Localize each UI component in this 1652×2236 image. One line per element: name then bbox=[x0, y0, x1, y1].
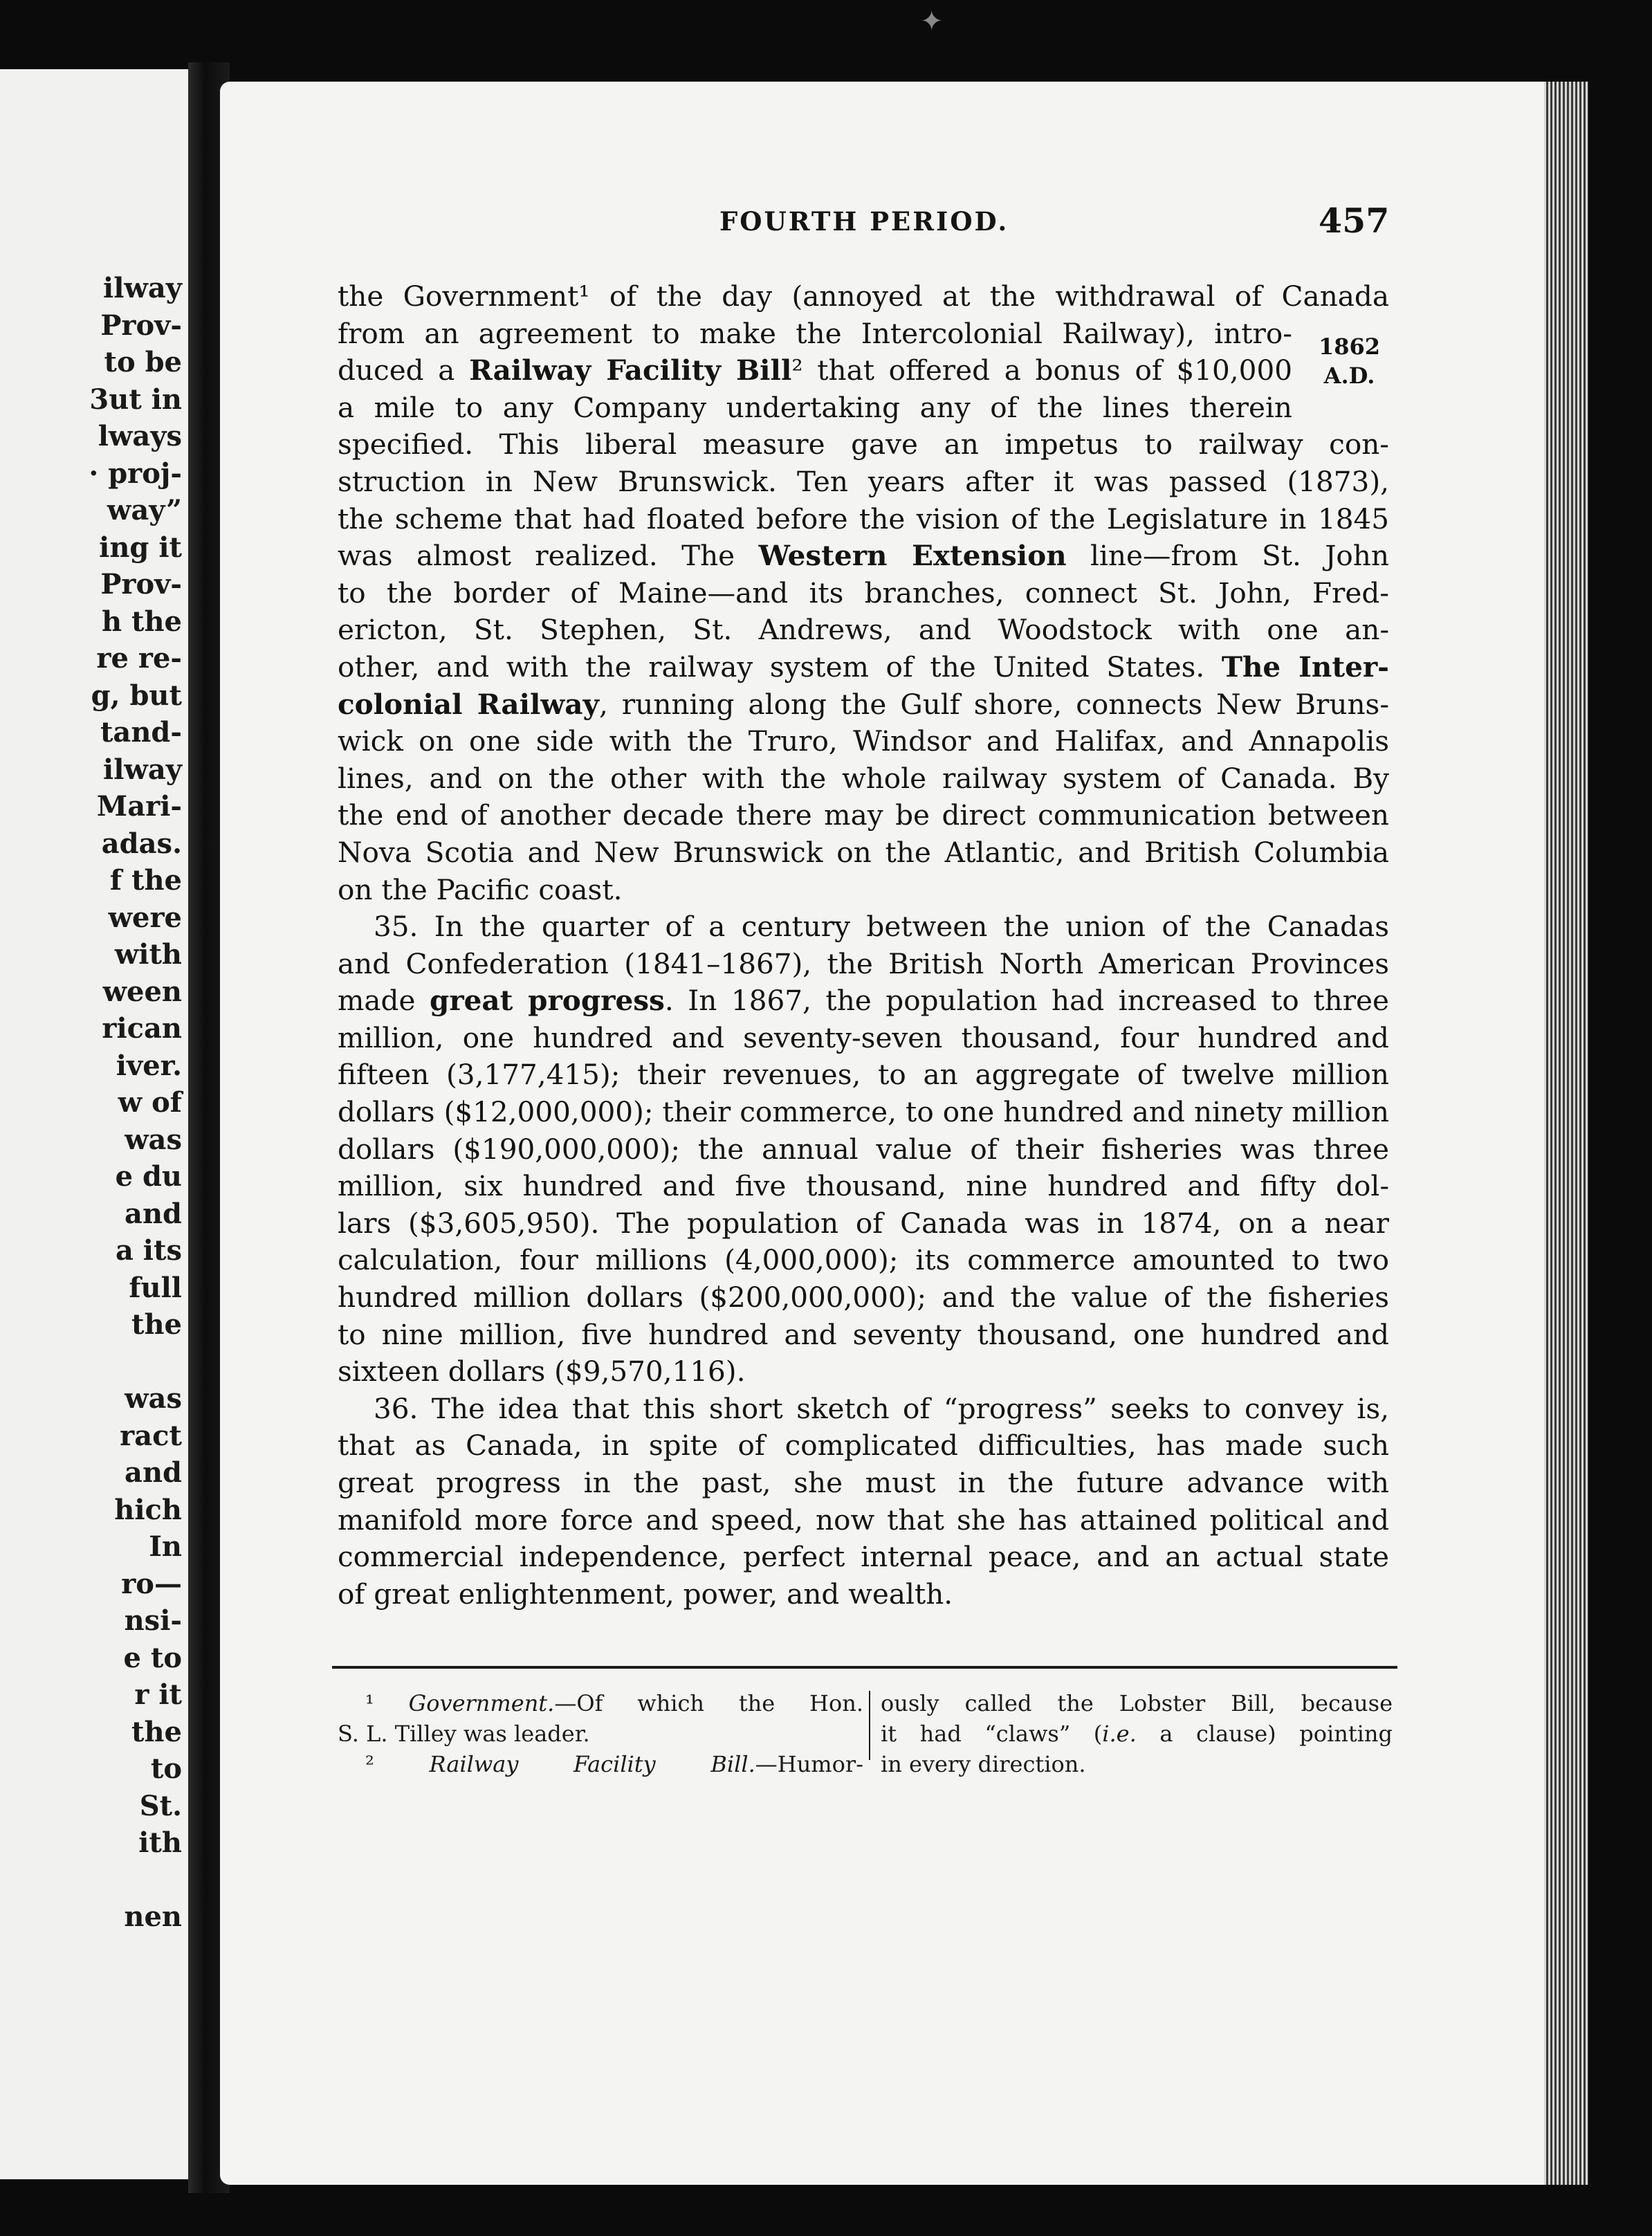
previous-page-fragment: full bbox=[129, 1271, 182, 1304]
previous-page-fragment: ween bbox=[102, 975, 182, 1008]
text-line: ericton, St. Stephen, St. Andrews, and Woodstock with one an- bbox=[338, 613, 1389, 647]
page-number: 457 bbox=[1319, 201, 1390, 241]
text-line: sixteen dollars ($9,570,116). bbox=[338, 1355, 746, 1389]
previous-page-fragment: hich bbox=[114, 1493, 182, 1526]
bold-term-intercolonial: The Inter- bbox=[1221, 650, 1389, 684]
previous-page-fragment: to bbox=[150, 1752, 182, 1785]
margin-year: 1862 bbox=[1319, 333, 1381, 360]
previous-page-fragment: and bbox=[125, 1456, 182, 1489]
text-line: that as Canada, in spite of complicated difficulties, has made such bbox=[338, 1429, 1389, 1463]
text-line: hundred million dollars ($200,000,000); and the value of the fisheries bbox=[338, 1281, 1389, 1314]
previous-page-fragment: was bbox=[125, 1382, 182, 1415]
previous-page-fragment: ilway bbox=[103, 272, 182, 304]
text-line: struction in New Brunswick. Ten years after it was passed (1873), bbox=[338, 464, 1389, 498]
previous-page-fragment: a its bbox=[115, 1234, 182, 1267]
previous-page-fragment: ro— bbox=[121, 1567, 182, 1600]
text-line: was almost realized. The Western Extension line—from St. John bbox=[338, 539, 1389, 573]
previous-page-fragment: · proj- bbox=[89, 457, 182, 490]
text-line: from an agreement to make the Intercolonial Railway), intro- bbox=[338, 316, 1292, 350]
footnote-column-right bbox=[881, 1688, 1393, 1779]
text-line: lars ($3,605,950). The population of Canada was in 1874, on a near bbox=[338, 1206, 1389, 1240]
text-line: Nova Scotia and New Brunswick on the Atlantic, and British Columbia bbox=[338, 835, 1389, 869]
previous-page-fragment: 3ut in bbox=[89, 383, 182, 416]
margin-era: A.D. bbox=[1323, 363, 1375, 389]
previous-page-fragment: ract bbox=[120, 1419, 182, 1452]
previous-page-fragment: nsi- bbox=[124, 1604, 182, 1637]
text-line: million, six hundred and five thousand, nine hundred and fifty dol- bbox=[338, 1169, 1389, 1203]
text-line: duced a Railway Facility Bill² that offered a bonus of $10,000 bbox=[338, 354, 1292, 387]
previous-page-line-fragments bbox=[89, 270, 182, 1936]
footnote-1-cont: S. L. Tilley was leader. bbox=[338, 1721, 590, 1747]
text-line: of great enlightenment, power, and wealth. bbox=[338, 1577, 953, 1611]
previous-page-fragment: rican bbox=[102, 1012, 182, 1045]
footnote-1: ¹ Government.—Of which the Hon. bbox=[365, 1690, 864, 1716]
body-text bbox=[338, 278, 1389, 1613]
bold-term-intercolonial-railway: colonial Railway bbox=[338, 687, 600, 721]
previous-page-fragment: ith bbox=[138, 1826, 182, 1859]
scan-speck: ✦ bbox=[920, 6, 944, 37]
previous-page-fragment: with bbox=[114, 938, 182, 971]
previous-page-fragment: to be bbox=[104, 346, 182, 378]
text-line: the end of another decade there may be direct communication between bbox=[338, 798, 1389, 832]
previous-page-fragment: h the bbox=[101, 605, 182, 638]
previous-page-fragment: way” bbox=[107, 494, 182, 526]
text-line: to nine million, five hundred and seventy thousand, one hundred and bbox=[338, 1317, 1389, 1351]
bold-term-western-extension: Western Extension bbox=[758, 539, 1067, 573]
previous-page-fragment bbox=[89, 1344, 182, 1381]
previous-page-fragment: nen bbox=[124, 1900, 182, 1933]
previous-page-fragment: In bbox=[149, 1530, 182, 1563]
previous-page-fragment: Prov- bbox=[100, 568, 182, 601]
text-line: dollars ($12,000,000); their commerce, to one hundred and ninety million bbox=[338, 1095, 1389, 1129]
previous-page-fragment: e du bbox=[115, 1160, 182, 1193]
text-line: made great progress. In 1867, the population had increased to three bbox=[338, 984, 1389, 1018]
previous-page-fragment: iver. bbox=[116, 1049, 182, 1082]
previous-page-fragment: ing it bbox=[99, 531, 182, 564]
previous-page-fragment: and bbox=[125, 1197, 182, 1230]
text-line: a mile to any Company undertaking any of the lines therein bbox=[338, 390, 1292, 424]
text-line: manifold more force and speed, now that she has attained political and bbox=[338, 1503, 1389, 1537]
previous-page-fragment: g, but bbox=[91, 679, 182, 712]
text-line: the Government¹ of the day (annoyed at the withdrawal of Canada bbox=[338, 280, 1389, 313]
text-line: dollars ($190,000,000); the annual value of their fisheries was three bbox=[338, 1132, 1389, 1166]
previous-page-fragment: were bbox=[108, 901, 182, 934]
text-line: the scheme that had floated before the vision of the Legislature in 1845 bbox=[338, 502, 1389, 535]
text-line: on the Pacific coast. bbox=[338, 872, 623, 906]
text-line: other, and with the railway system of the United States. The Inter- bbox=[338, 650, 1389, 684]
previous-page-fragment: Prov- bbox=[100, 309, 182, 342]
previous-page-fragment: tand- bbox=[100, 716, 182, 749]
footnote-rule bbox=[332, 1666, 1397, 1669]
previous-page-fragment: ilway bbox=[103, 753, 182, 786]
previous-page-fragment: Mari- bbox=[96, 790, 182, 823]
bold-term-railway-facility-bill: Railway Facility Bill bbox=[469, 354, 792, 387]
text-line: million, one hundred and seventy-seven thousand, four hundred and bbox=[338, 1020, 1389, 1054]
text-line: and Confederation (1841–1867), the British North American Provinces bbox=[338, 946, 1389, 980]
previous-page-fragment: re re- bbox=[96, 642, 182, 675]
text-line: commercial independence, perfect internal peace, and an actual state bbox=[338, 1540, 1389, 1574]
footnote-2-cont: it had “claws” (i.e. a clause) pointing bbox=[881, 1721, 1393, 1747]
footnote-2: ² Railway Facility Bill.—Humor- bbox=[365, 1751, 864, 1777]
previous-page-fragment: w of bbox=[118, 1086, 182, 1119]
previous-page-fragment: f the bbox=[109, 864, 182, 897]
previous-page-edge bbox=[0, 69, 190, 2179]
text-line: wick on one side with the Truro, Windsor and Halifax, and Annapolis bbox=[338, 724, 1389, 758]
text-line: calculation, four millions (4,000,000); its commerce amounted to two bbox=[338, 1243, 1389, 1277]
bold-term-great-progress: great progress bbox=[430, 984, 665, 1018]
text-line: fifteen (3,177,415); their revenues, to an aggregate of twelve million bbox=[338, 1058, 1389, 1092]
previous-page-fragment: the bbox=[131, 1308, 182, 1341]
previous-page-fragment: r it bbox=[134, 1678, 182, 1711]
text-line: to the border of Maine—and its branches, connect St. John, Fred- bbox=[338, 576, 1389, 610]
paragraph-36-start: 36. The idea that this short sketch of “progress” seeks to convey is, bbox=[374, 1391, 1389, 1425]
footnote-column-left bbox=[338, 1688, 863, 1779]
paragraph-35-start: 35. In the quarter of a century between the union of the Canadas bbox=[374, 910, 1389, 944]
page-stack-edge bbox=[1544, 82, 1588, 2185]
running-head: FOURTH PERIOD. bbox=[719, 206, 1009, 237]
text-line: colonial Railway, running along the Gulf shore, connects New Bruns- bbox=[338, 687, 1389, 721]
footnote-2-cont: in every direction. bbox=[881, 1751, 1086, 1777]
previous-page-fragment: the bbox=[131, 1715, 182, 1748]
previous-page-fragment: was bbox=[125, 1123, 182, 1156]
previous-page-fragment bbox=[89, 1862, 182, 1899]
footnote-column-divider bbox=[869, 1691, 870, 1760]
previous-page-fragment: adas. bbox=[101, 827, 182, 860]
text-line: specified. This liberal measure gave an impetus to railway con- bbox=[338, 428, 1389, 461]
previous-page-fragment: lways bbox=[98, 420, 182, 452]
text-line: great progress in the past, she must in the future advance with bbox=[338, 1466, 1389, 1499]
footnote-2-cont: ously called the Lobster Bill, because bbox=[881, 1690, 1393, 1716]
previous-page-fragment: St. bbox=[139, 1789, 182, 1822]
text-line: lines, and on the other with the whole railway system of Canada. By bbox=[338, 761, 1389, 795]
previous-page-fragment: e to bbox=[123, 1641, 182, 1674]
